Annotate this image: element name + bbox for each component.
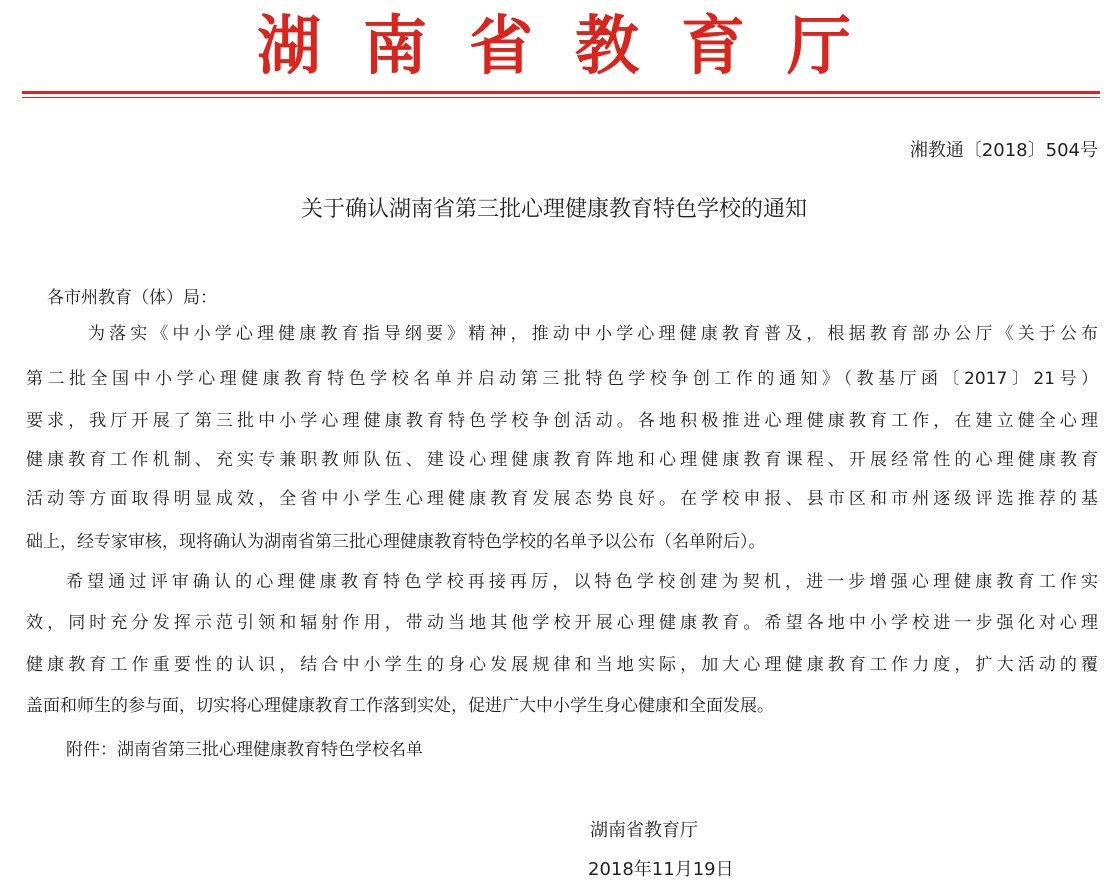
signature-date: 2018年11月19日 xyxy=(588,859,734,880)
paragraph-1-line-5: 活动等方面取得明显成效，全省中小学生心理健康教育发展态势良好。在学校申报、县市区和市州逐级评选推荐的基 xyxy=(26,489,1098,509)
letterhead-rule-thin xyxy=(22,97,1100,98)
letterhead-title: 湖南省教育厅 xyxy=(257,9,893,84)
paragraph-1-line-2: 第二批全国中小学心理健康教育特色学校名单并启动第三批特色学校争创工作的通知》（教基厅函〔2017〕21号） xyxy=(26,369,1098,389)
paragraph-1-line-1: 为落实《中小学心理健康教育指导纲要》精神，推动中小学心理健康教育普及，根据教育部办公厅《关于公布 xyxy=(88,324,1098,344)
paragraph-2-line-4: 盖面和师生的参与面，切实将心理健康教育工作落到实处，促进广大中小学生身心健康和全面发展。 xyxy=(26,696,774,716)
salutation: 各市州教育（体）局： xyxy=(47,288,217,308)
paragraph-1-line-4: 健康教育工作机制、充实专兼职教师队伍、建设心理健康教育阵地和心理健康教育课程、开展经常性的心理健康教育 xyxy=(26,450,1098,470)
paragraph-2-line-1: 希望通过评审确认的心理健康教育特色学校再接再厉，以特色学校创建为契机，进一步增强心理健康教育工作实 xyxy=(66,572,1098,592)
paragraph-1-line-6: 础上，经专家审核，现将确认为湖南省第三批心理健康教育特色学校的名单予以公布（名单附后）。 xyxy=(26,532,766,552)
letterhead xyxy=(0,6,1108,88)
attachment-note: 附件：湖南省第三批心理健康教育特色学校名单 xyxy=(66,740,423,760)
document-number: 湘教通〔2018〕504号 xyxy=(909,140,1098,161)
signature-issuer: 湖南省教育厅 xyxy=(590,820,698,841)
paragraph-2-line-2: 效，同时充分发挥示范引领和辐射作用，带动当地其他学校开展心理健康教育。希望各地中小学校进一步强化对心理 xyxy=(26,613,1098,633)
paragraph-1-line-3: 要求，我厅开展了第三批中小学心理健康教育特色学校争创活动。各地积极推进心理健康教育工作，在建立健全心理 xyxy=(26,411,1098,431)
letterhead-rule-thick xyxy=(22,91,1100,94)
document-title: 关于确认湖南省第三批心理健康教育特色学校的通知 xyxy=(300,197,807,222)
paragraph-2-line-3: 健康教育工作重要性的认识，结合中小学生的身心发展规律和当地实际，加大心理健康教育工作力度，扩大活动的覆 xyxy=(26,655,1098,675)
